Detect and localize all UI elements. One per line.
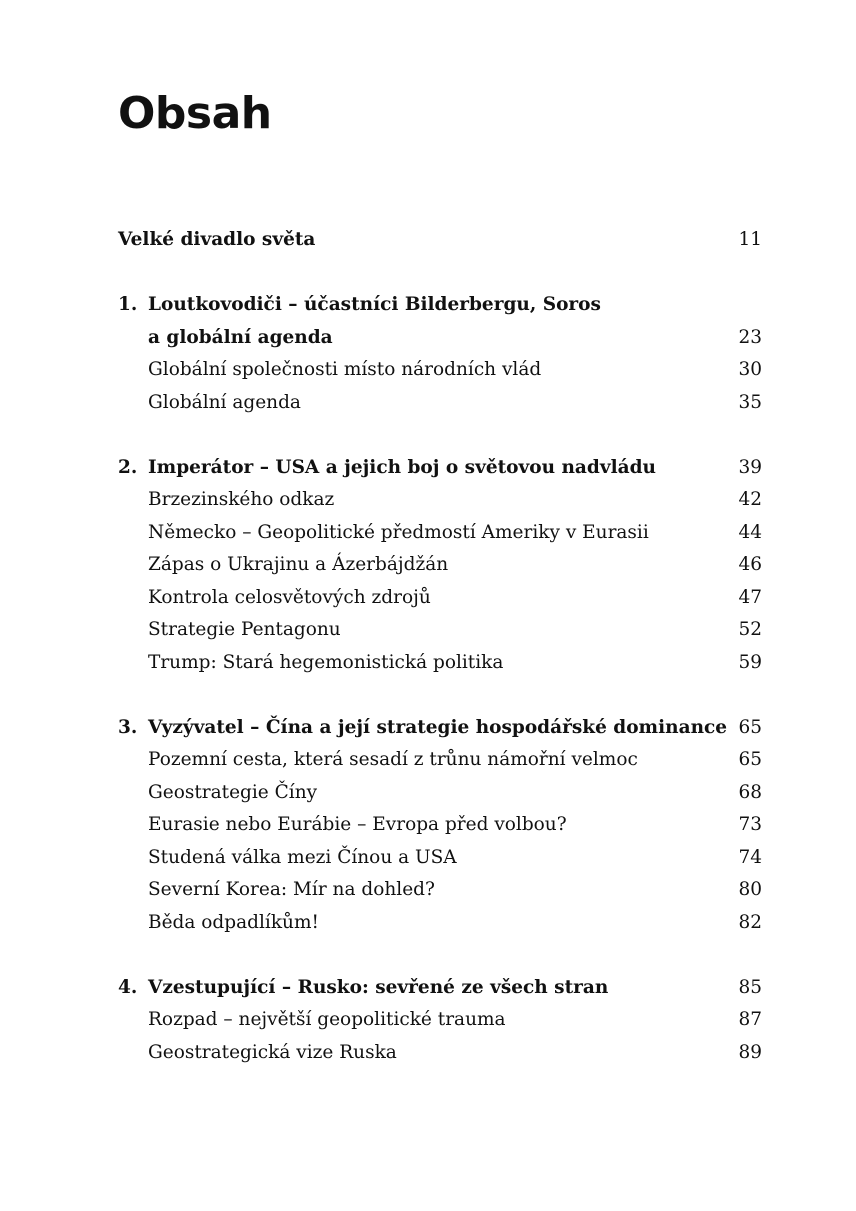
toc-page-number: 89	[738, 1041, 762, 1063]
section-title: Severní Korea: Mír na dohled?	[148, 879, 435, 900]
chapter-title-line-1: Vyzývatel – Čína a její strategie hospodářské dominance	[148, 716, 728, 738]
toc-page-number: 68	[738, 781, 762, 803]
toc-page-number: 65	[738, 716, 762, 738]
section-title: Pozemní cesta, která sesadí z trůnu námořní velmoc	[148, 749, 638, 770]
chapter-number: 4.	[118, 976, 138, 998]
section-title: Strategie Pentagonu	[148, 619, 341, 640]
toc-page-number: 82	[738, 911, 762, 933]
toc-section[interactable]	[118, 614, 762, 647]
page-title: Obsah	[118, 88, 272, 139]
toc-page-number: 85	[738, 976, 762, 998]
section-title: Rozpad – největší geopolitické trauma	[148, 1009, 506, 1030]
table-of-contents	[118, 224, 762, 1069]
toc-page-number: 73	[738, 814, 762, 835]
toc-page-number: 46	[738, 554, 762, 575]
toc-section[interactable]	[118, 387, 762, 420]
toc-section[interactable]	[118, 809, 762, 842]
toc-entry-intro[interactable]	[118, 224, 762, 257]
section-title: Trump: Stará hegemonistická politika	[148, 651, 504, 673]
toc-page-number: 30	[738, 359, 762, 380]
toc-section[interactable]	[118, 842, 762, 875]
toc-section[interactable]	[118, 582, 762, 615]
toc-page-number: 87	[738, 1009, 762, 1030]
spacer	[118, 257, 762, 290]
toc-page-number: 23	[738, 326, 762, 348]
toc-page-number: 35	[738, 391, 762, 413]
toc-page-number: 11	[738, 229, 762, 250]
toc-page-number: 47	[738, 586, 762, 608]
section-title: Běda odpadlíkům!	[148, 911, 319, 933]
toc-page-number: 74	[738, 846, 762, 868]
toc-section[interactable]	[118, 549, 762, 582]
toc-section[interactable]	[118, 874, 762, 907]
section-title: Geostrategická vize Ruska	[148, 1041, 397, 1063]
spacer	[118, 679, 762, 712]
toc-section[interactable]	[118, 484, 762, 517]
toc-page-number: 65	[738, 749, 762, 770]
section-title: Studená válka mezi Čínou a USA	[148, 846, 457, 868]
toc-section[interactable]	[118, 647, 762, 680]
toc-section[interactable]	[118, 1004, 762, 1037]
chapter-title-line-2: a globální agenda	[148, 326, 333, 348]
toc-section[interactable]	[118, 354, 762, 387]
chapter-number: 1.	[118, 294, 138, 315]
toc-section[interactable]	[118, 1037, 762, 1070]
toc-chapter-4-heading[interactable]	[118, 972, 762, 1005]
toc-page-number: 44	[738, 521, 762, 543]
section-title: Geostrategie Číny	[148, 781, 318, 803]
toc-chapter-3-heading[interactable]	[118, 712, 762, 745]
toc-section[interactable]	[118, 777, 762, 810]
toc-page-number: 39	[738, 456, 762, 478]
toc-chapter-1-heading[interactable]	[118, 289, 762, 322]
section-title: Německo – Geopolitické předmostí Ameriky v Eurasii	[148, 521, 649, 543]
section-title: Eurasie nebo Eurábie – Evropa před volbou?	[148, 814, 567, 835]
chapter-title-line-1: Imperátor – USA a jejich boj o světovou nadvládu	[148, 456, 657, 478]
toc-page-number: 52	[738, 619, 762, 640]
section-title: Zápas o Ukrajinu a Ázerbájdžán	[148, 554, 449, 575]
toc-page-number: 42	[738, 489, 762, 510]
section-title: Kontrola celosvětových zdrojů	[148, 586, 431, 608]
toc-chapter-1-heading-continued[interactable]	[118, 322, 762, 355]
section-title: Globální společnosti místo národních vlád	[148, 359, 542, 380]
toc-page-number: 80	[738, 879, 762, 900]
spacer	[118, 939, 762, 972]
chapter-title-line-1: Vzestupující – Rusko: sevřené ze všech stran	[148, 976, 609, 998]
toc-chapter-2-heading[interactable]	[118, 452, 762, 485]
toc-entry-title: Velké divadlo světa	[118, 229, 316, 250]
chapter-title-line-1: Loutkovodiči – účastníci Bilderbergu, Soros	[148, 294, 601, 315]
toc-section[interactable]	[118, 517, 762, 550]
toc-section[interactable]	[118, 907, 762, 940]
toc-section[interactable]	[118, 744, 762, 777]
chapter-number: 2.	[118, 456, 138, 478]
toc-page-number: 59	[738, 651, 762, 673]
spacer	[118, 419, 762, 452]
section-title: Brzezinského odkaz	[148, 489, 335, 510]
section-title: Globální agenda	[148, 391, 301, 413]
chapter-number: 3.	[118, 716, 138, 738]
